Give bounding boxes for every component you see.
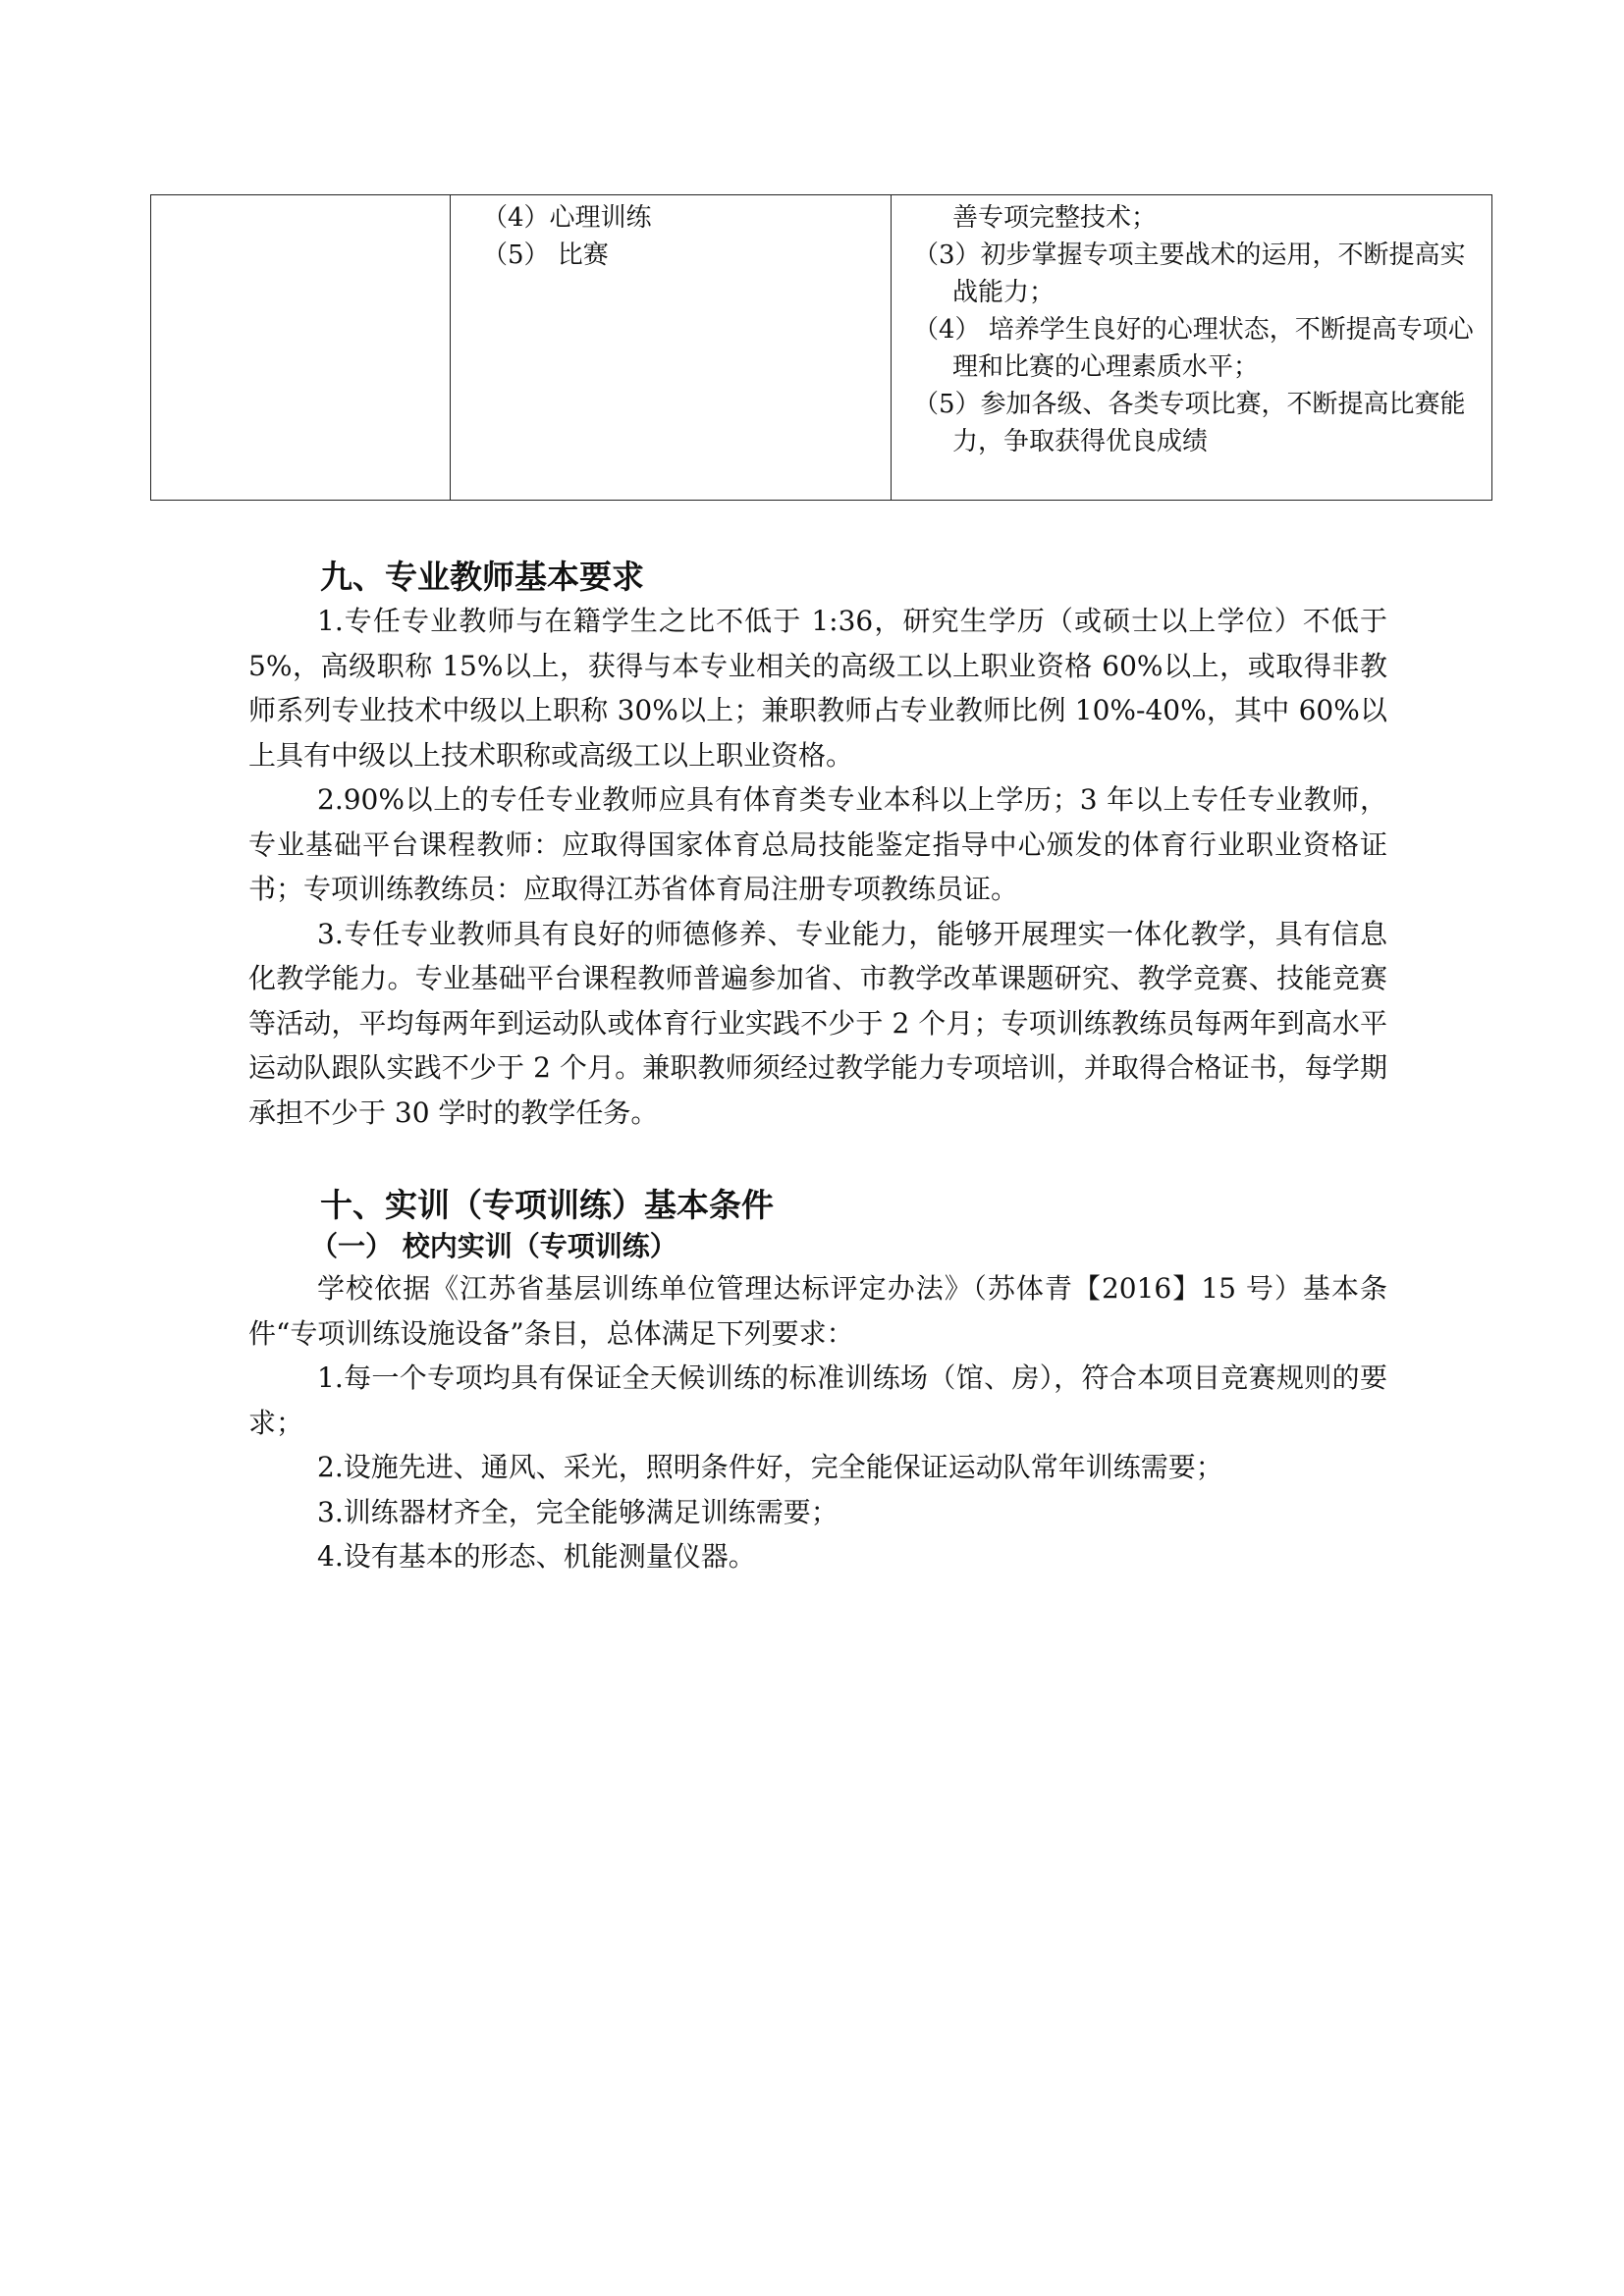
table-fragment: [150, 194, 1492, 501]
table-cell-empty: [151, 195, 451, 501]
paragraph: 1.专任专业教师与在籍学生之比不低于 1:36，研究生学历（或硕士以上学位）不低于 5%，高级职称 15%以上，获得与本专业相关的高级工以上职业资格 60%以上，或取得非教师系列专业技术中级以上职称 30%以上；兼职教师占专业教师比例 10%-40%，其中 60%以上具有中级以上技术职称或高级工以上职业资格。: [248, 605, 1387, 772]
paragraph: 3.训练器材齐全，完全能够满足训练需要；: [317, 1495, 839, 1528]
paragraph: 学校依据《江苏省基层训练单位管理达标评定办法》（苏体青【2016】15 号）基本条件“专项训练设施设备”条目，总体满足下列要求：: [248, 1272, 1387, 1350]
list-item: （5）参加各级、各类专项比赛，不断提高比赛能力，争取获得优良成绩: [913, 390, 1466, 456]
table-cell-training-content: [451, 195, 892, 501]
list-item: （4）心理训练: [482, 203, 652, 233]
paragraph: 4.设有基本的形态、机能测量仪器。: [317, 1540, 756, 1573]
table-cell-training-goals: [892, 195, 1492, 501]
list-item: （5） 比赛: [482, 240, 609, 270]
paragraph: 1.每一个专项均具有保证全天候训练的标准训练场（馆、房），符合本项目竞赛规则的要求；: [248, 1362, 1387, 1439]
table-row: [151, 195, 1492, 501]
list-item: （3）初步掌握专项主要战术的运用，不断提高实战能力；: [913, 240, 1466, 307]
section-heading-training: 十、实训（专项训练）基本条件: [320, 1186, 774, 1224]
list-item: 善专项完整技术；: [952, 203, 1158, 233]
section-heading-teachers: 九、专业教师基本要求: [320, 558, 644, 596]
subsection-heading: （一） 校内实训（专项训练）: [310, 1230, 677, 1262]
paragraph: 3.专任专业教师具有良好的师德修养、专业能力，能够开展理实一体化教学，具有信息化教学能力。专业基础平台课程教师普遍参加省、市教学改革课题研究、教学竞赛、技能竞赛等活动，平均每两年到运动队或体育行业实践不少于 2 个月；专项训练教练员每两年到高水平运动队跟队实践不少于 2 个月。兼职教师须经过教学能力专项培训，并取得合格证书，每学期承担不少于 30 学时的教学任务。: [248, 917, 1387, 1129]
list-item: （4） 培养学生良好的心理状态，不断提高专项心理和比赛的心理素质水平；: [913, 315, 1474, 382]
paragraph: 2.90%以上的专任专业教师应具有体育类专业本科以上学历；3 年以上专任专业教师，专业基础平台课程教师：应取得国家体育总局技能鉴定指导中心颁发的体育行业职业资格证书；专项训练教练员：应取得江苏省体育局注册专项教练员证。: [248, 783, 1387, 905]
paragraph: 2.设施先进、通风、采光，照明条件好，完全能保证运动队常年训练需要；: [317, 1451, 1223, 1483]
document-body: [248, 556, 1387, 1579]
